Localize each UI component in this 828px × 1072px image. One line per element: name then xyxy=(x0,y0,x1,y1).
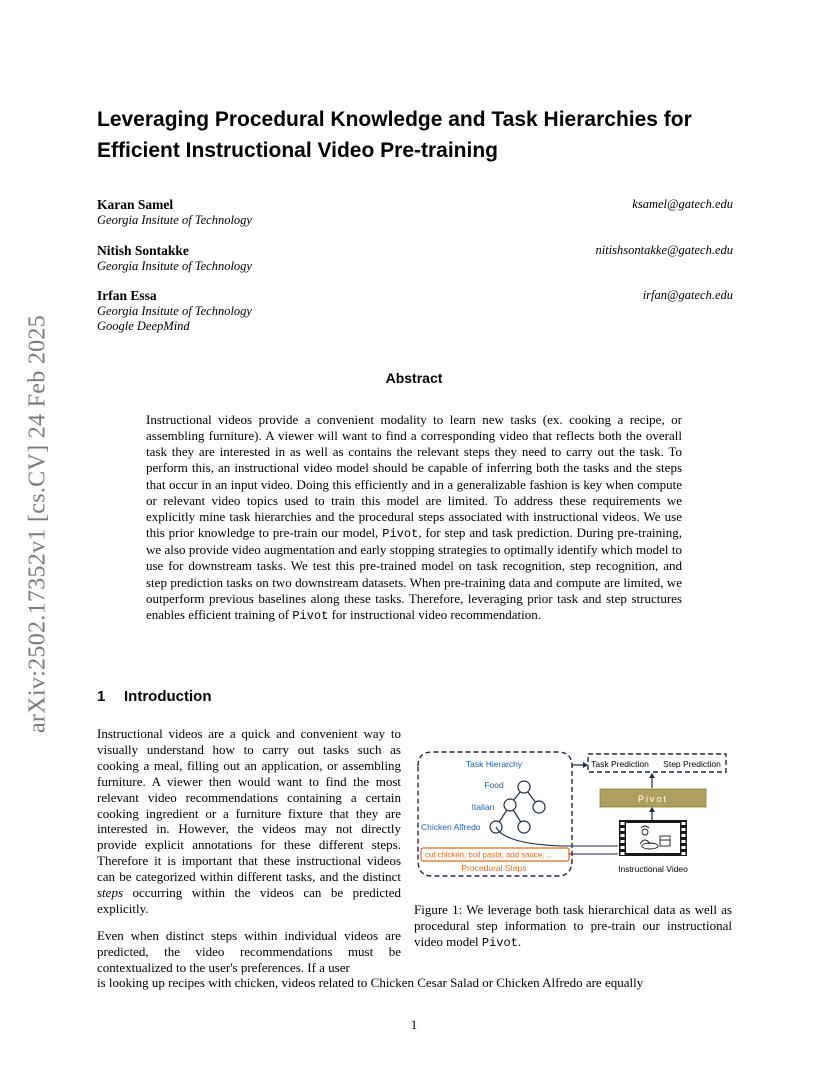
arrow-head-icon xyxy=(649,773,655,778)
author-affiliation: Georgia Insitute of Technology xyxy=(97,212,252,227)
abstract-heading: Abstract xyxy=(385,370,443,386)
arrow-head-icon xyxy=(649,807,655,812)
author-name: Karan Samel xyxy=(97,197,174,212)
procedural-steps-text: cut chicken, boil pasta, add sauce, ... xyxy=(425,850,553,860)
intro-emphasis: steps xyxy=(97,885,123,901)
author-affiliation: Georgia Insitute of Technology xyxy=(97,303,252,318)
author-block-1 xyxy=(97,197,733,228)
food-label: Food xyxy=(484,780,504,790)
arxiv-sidebar xyxy=(26,286,50,761)
arrow-head-icon xyxy=(583,762,588,768)
pivot-model-label: Pivot xyxy=(637,794,669,804)
tree-node-italian xyxy=(504,799,516,811)
figure-diagram xyxy=(412,748,734,893)
author-name: Nitish Sontakke xyxy=(97,243,189,258)
author-block-3 xyxy=(97,288,733,335)
model-name: Pivot xyxy=(382,527,419,542)
caption-text: We leverage both task hierarchical data as well as procedural step information to pre-train our instructional video model xyxy=(414,902,732,949)
intro-paragraph-2: Even when distinct steps within individual videos are predicted, the video recommendations must be contextualized to the user's preferences. If a user xyxy=(97,928,401,975)
step-prediction-label: Step Prediction xyxy=(663,759,721,769)
abstract-text xyxy=(146,412,682,624)
author-block-2 xyxy=(97,243,733,274)
section-heading xyxy=(97,688,211,705)
figure-1 xyxy=(412,748,734,893)
intro-paragraph-2-continued: is looking up recipes with chicken, videos related to Chicken Cesar Salad or Chicken Alfredo are equally xyxy=(97,975,644,990)
film-strip-icon xyxy=(619,820,687,856)
procedural-steps-label: Procedural Steps xyxy=(461,863,527,873)
section-title: Introduction xyxy=(124,688,212,705)
page-number: 1 xyxy=(410,1017,418,1032)
abstract-part-2: , for step and task prediction. During pre-training, we also provide video augmentation and early stopping strategies to optimally identify which model to use for downstream tasks. We test this pre-trained model on task recognition, step recognition, and step prediction tasks on two downstream datasets. When pre-training data and compute are limited, we outperform previous baselines along these tasks. Therefore, leveraging prior task and step structures enables efficient training of xyxy=(146,525,682,622)
tree-node xyxy=(533,801,545,813)
arxiv-identifier: arXiv:2502.17352v1 [cs.CV] 24 Feb 2025 xyxy=(24,314,51,733)
intro-text: occurring within the videos can be predicted explicitly. xyxy=(97,885,401,916)
author-email[interactable]: irfan@gatech.edu xyxy=(642,288,733,302)
model-name: Pivot xyxy=(292,608,329,623)
author-email[interactable]: ksamel@gatech.edu xyxy=(632,197,733,211)
author-email[interactable]: nitishsontakke@gatech.edu xyxy=(595,243,733,257)
intro-text: Instructional videos are a quick and convenient way to visually understand how to carry out tasks such as cooking a meal, filling out an application, or assembling furniture. A viewer then would want to find the most relevant video recommendations containing a certain cooking ingredient or a furniture fixture that they are interested in. However, the videos may not directly provide explicit annotations for these different steps. Therefore it is important that these instructional videos can be categorized within different tasks, and the distinct xyxy=(97,726,401,885)
intro-paragraph-1 xyxy=(97,726,401,917)
author-name: Irfan Essa xyxy=(97,288,157,303)
caption-end: . xyxy=(517,933,522,949)
tree-node xyxy=(518,821,530,833)
model-name: Pivot xyxy=(481,935,518,950)
section-number: 1 xyxy=(97,688,106,705)
paper-title: Leveraging Procedural Knowledge and Task Hierarchies for Efficient Instructional Video Pre-training xyxy=(97,108,692,162)
italian-label: Italian xyxy=(471,802,495,812)
task-prediction-label: Task Prediction xyxy=(591,759,649,769)
tree-node-food xyxy=(518,781,530,793)
author-affiliation: Google DeepMind xyxy=(97,319,190,333)
chicken-alfredo-label: Chicken Alfredo xyxy=(421,822,481,832)
abstract-part-3: for instructional video recommendation. xyxy=(328,606,541,622)
author-affiliation: Georgia Insitute of Technology xyxy=(97,258,252,273)
task-hierarchy-label: Task Hierarchy xyxy=(465,759,523,769)
hierarchy-to-video-line xyxy=(496,827,618,846)
instructional-video-label: Instructional Video xyxy=(618,864,688,874)
figure-caption xyxy=(414,902,732,952)
abstract-part-1: Instructional videos provide a convenient modality to learn new tasks (ex. cooking a recipe, or assembling furniture). A viewer will want to find a corresponding video that reflects both the overall task they are interested in as well as contains the relevant steps they need to carry out the task. To perform this, an instructional video model should be capable of inferring both the tasks and the steps that occur in an input video. Doing this efficiently and in a generalizable fashion is key when compute or relevant video topics used to train this model are limited. To address these requirements we explicitly mine task hierarchies and the procedural steps associated with instructional videos. We use this prior knowledge to pre-train our model, xyxy=(146,412,682,541)
caption-label: Figure 1: xyxy=(414,902,463,917)
